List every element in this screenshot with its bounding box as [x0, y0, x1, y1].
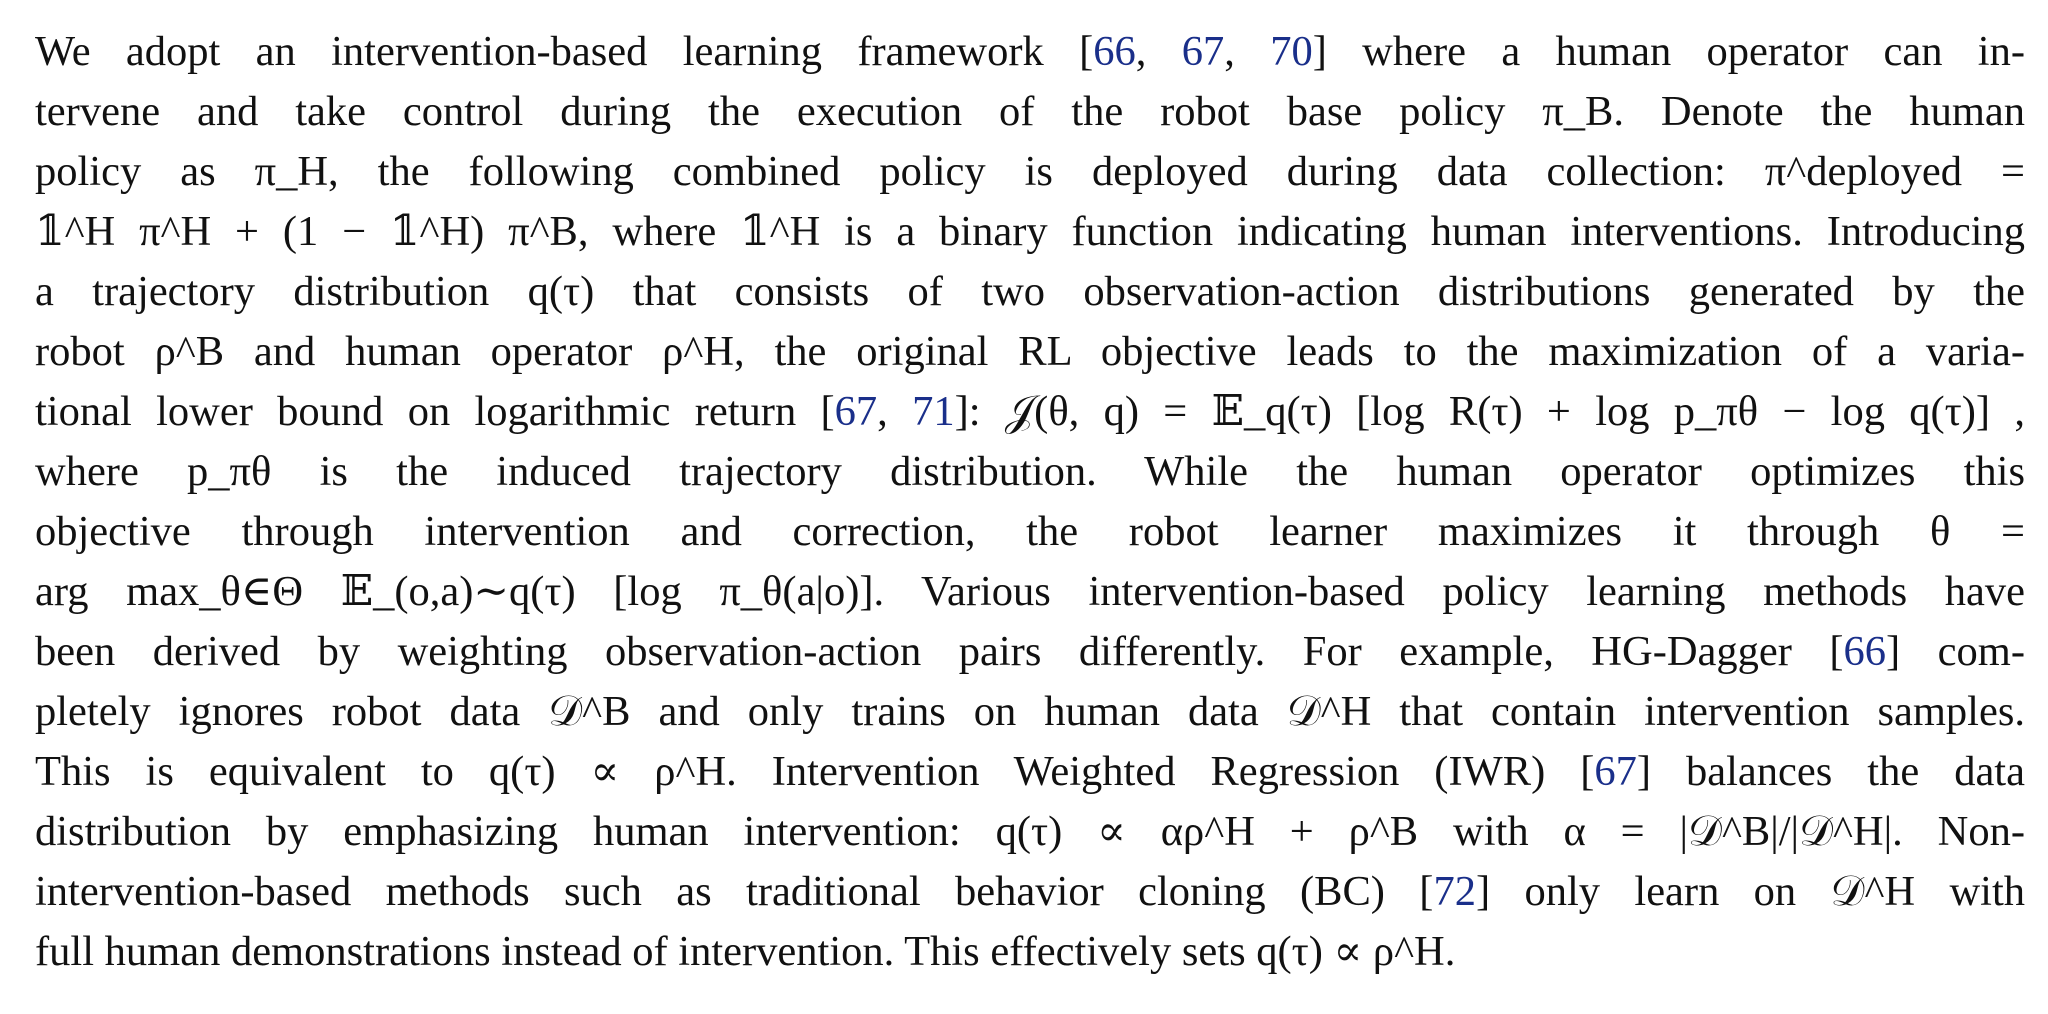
paragraph-line: robot ρ^B and human operator ρ^H, the original RL objective leads to the maximization of a varia-	[35, 328, 2025, 375]
paragraph-line: a trajectory distribution q(τ) that consists of two observation-action distributions generated by the	[35, 268, 2025, 315]
paragraph-line: intervention-based methods such as traditional behavior cloning (BC) [72] only learn on 𝒟^H with	[35, 868, 2025, 915]
citation-link[interactable]: 67	[1594, 748, 1637, 795]
paragraph-line: distribution by emphasizing human intervention: q(τ) ∝ αρ^H + ρ^B with α = |𝒟^B|/|𝒟^H|. Non-	[35, 808, 2025, 855]
paragraph-line: tervene and take control during the execution of the robot base policy π_B. Denote the human	[35, 88, 2025, 135]
citation-link[interactable]: 66	[1843, 628, 1887, 675]
paragraph-line: arg max_θ∈Θ 𝔼_(o,a)∼q(τ) [log π_θ(a|o)]. Various intervention-based policy learning methods have	[35, 568, 2025, 615]
citation-link[interactable]: 67	[834, 388, 878, 435]
paragraph-line: full human demonstrations instead of intervention. This effectively sets q(τ) ∝ ρ^H.	[35, 928, 1456, 975]
paragraph-line: pletely ignores robot data 𝒟^B and only trains on human data 𝒟^H that contain intervention samples.	[35, 688, 2025, 735]
paragraph-line: tional lower bound on logarithmic return [67, 71]: 𝒥(θ, q) = 𝔼_q(τ) [log R(τ) + log p_πθ − log q(τ)] ,	[35, 388, 2025, 435]
paragraph-line: where p_πθ is the induced trajectory distribution. While the human operator optimizes this	[35, 448, 2025, 495]
paragraph-line: objective through intervention and correction, the robot learner maximizes it through θ =	[35, 508, 2025, 555]
citation-link[interactable]: 72	[1433, 868, 1476, 915]
paragraph-line: We adopt an intervention-based learning framework [66, 67, 70] where a human operator can in-	[35, 28, 2026, 75]
citation-link[interactable]: 66	[1093, 28, 1136, 75]
paragraph-line: been derived by weighting observation-action pairs differently. For example, HG-Dagger [66] com-	[35, 628, 2025, 675]
paragraph-line: policy as π_H, the following combined policy is deployed during data collection: π^deployed =	[35, 148, 2025, 195]
citation-link[interactable]: 70	[1270, 28, 1313, 75]
paragraph-line: This is equivalent to q(τ) ∝ ρ^H. Intervention Weighted Regression (IWR) [67] balances the data	[35, 748, 2025, 795]
citation-link[interactable]: 71	[912, 388, 955, 435]
citation-link[interactable]: 67	[1181, 28, 1225, 75]
paragraph-line: 𝟙^H π^H + (1 − 𝟙^H) π^B, where 𝟙^H is a binary function indicating human interventions. Introducing	[35, 208, 2025, 255]
